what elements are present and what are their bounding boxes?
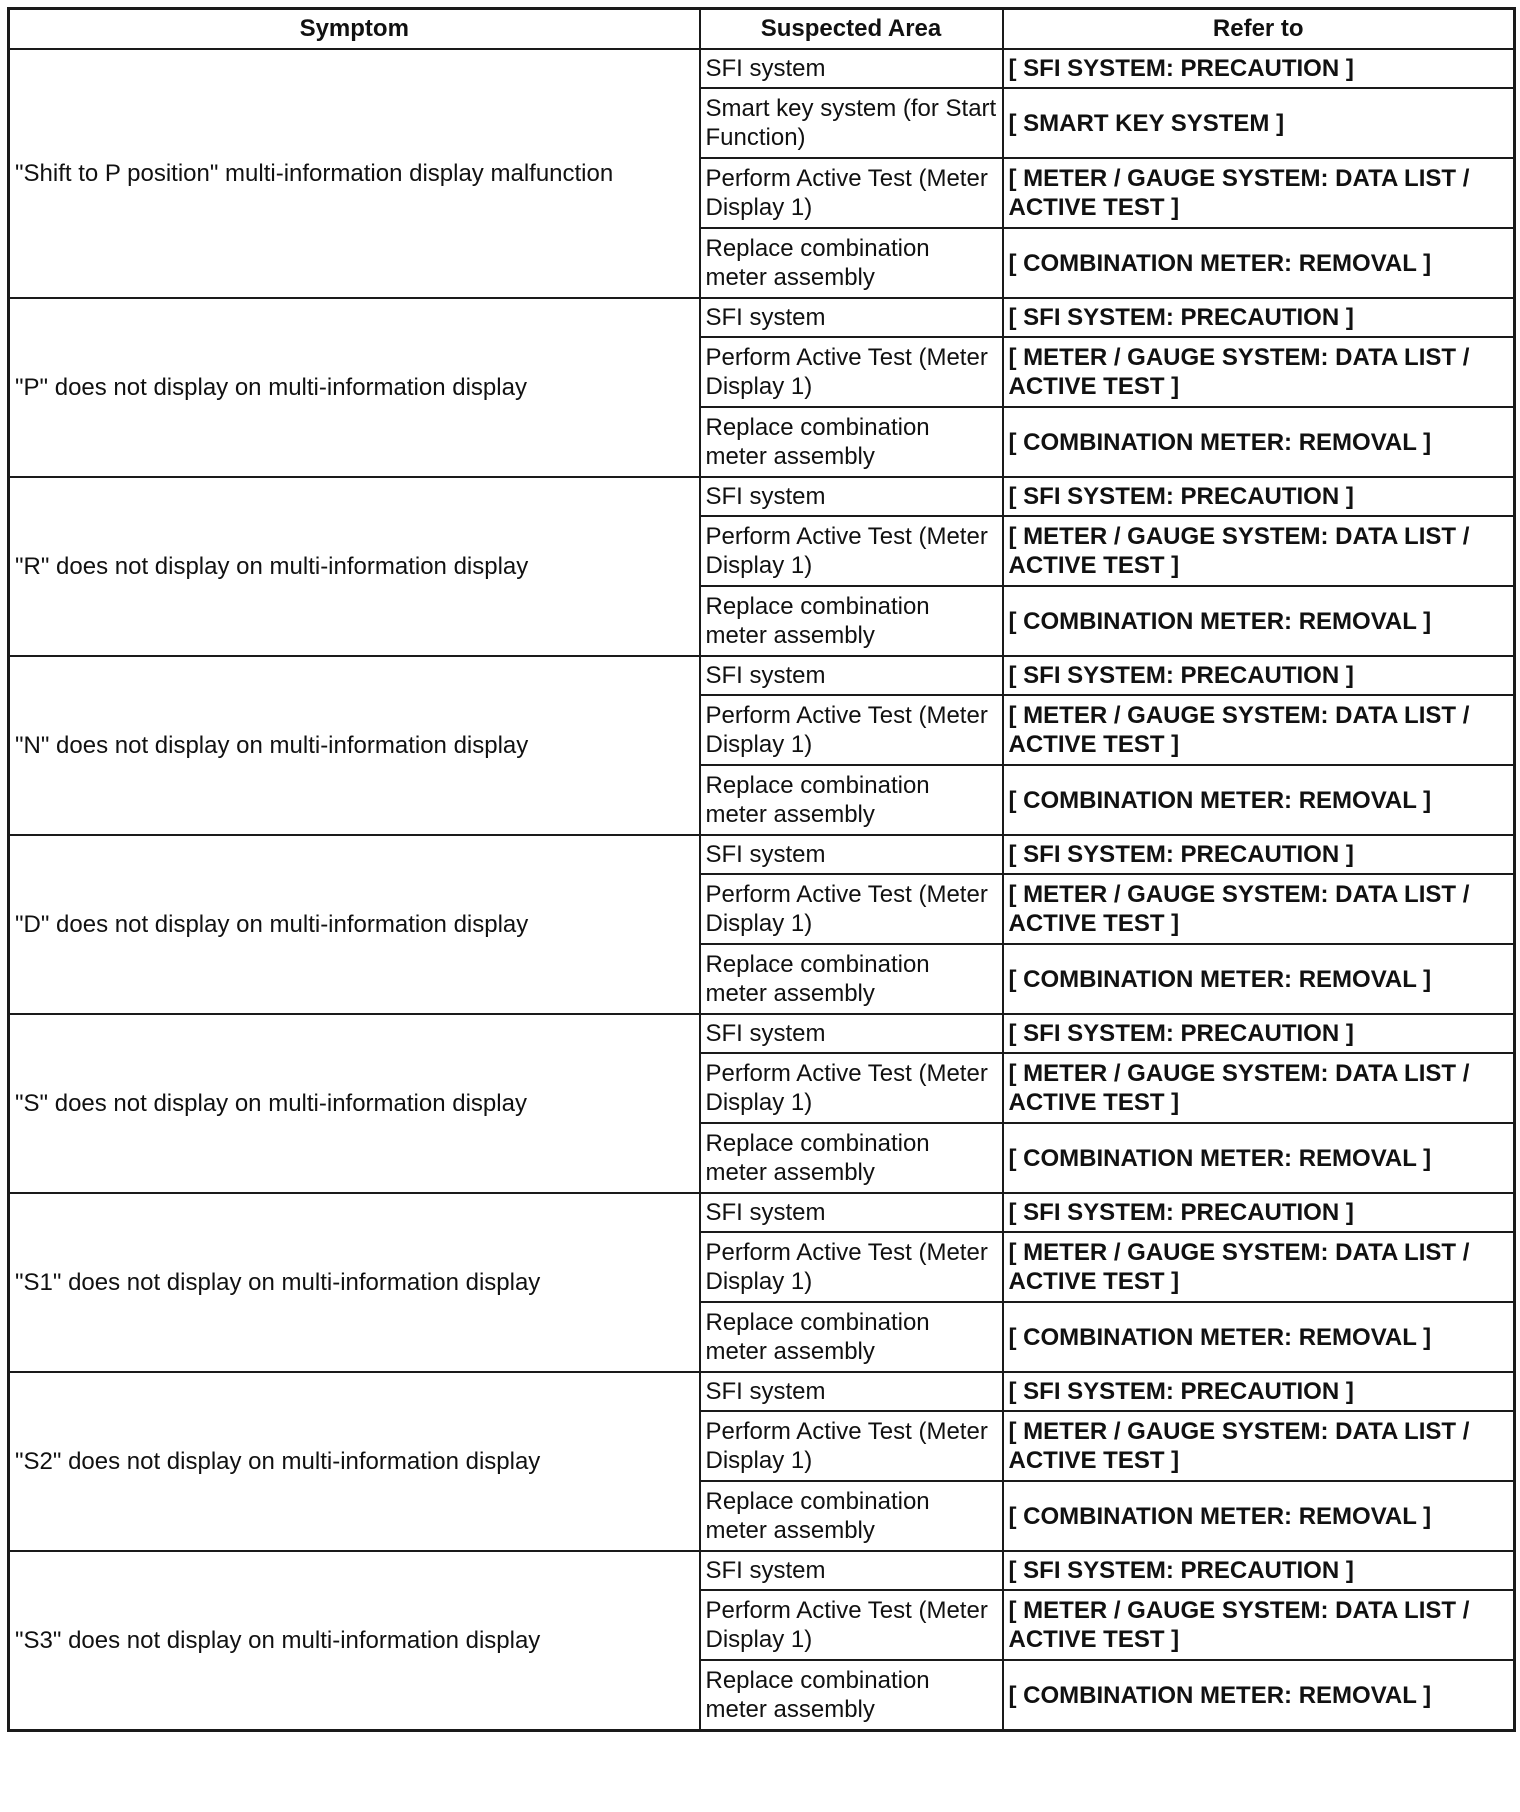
symptom-cell: "D" does not display on multi-information display (9, 835, 700, 1014)
refer-to-link[interactable]: [ COMBINATION METER: REMOVAL ] (1003, 1481, 1515, 1551)
suspected-area-cell: Replace combination meter assembly (700, 1302, 1003, 1372)
symptom-cell: "R" does not display on multi-information display (9, 477, 700, 656)
table-header-row (9, 9, 1515, 50)
diagnostic-table-container (7, 7, 1516, 1732)
symptom-cell: "P" does not display on multi-information display (9, 298, 700, 477)
refer-to-link[interactable]: [ SFI SYSTEM: PRECAUTION ] (1003, 298, 1515, 337)
refer-to-link[interactable]: [ COMBINATION METER: REMOVAL ] (1003, 586, 1515, 656)
suspected-area-cell: Perform Active Test (Meter Display 1) (700, 874, 1003, 944)
symptom-cell: "S3" does not display on multi-information display (9, 1551, 700, 1731)
table-row (9, 1193, 1515, 1232)
refer-to-link[interactable]: [ METER / GAUGE SYSTEM: DATA LIST / ACTIVE TEST ] (1003, 516, 1515, 586)
refer-to-link[interactable]: [ SFI SYSTEM: PRECAUTION ] (1003, 49, 1515, 88)
suspected-area-cell: Perform Active Test (Meter Display 1) (700, 1590, 1003, 1660)
refer-to-link[interactable]: [ COMBINATION METER: REMOVAL ] (1003, 944, 1515, 1014)
refer-to-link[interactable]: [ METER / GAUGE SYSTEM: DATA LIST / ACTIVE TEST ] (1003, 1232, 1515, 1302)
suspected-area-cell: SFI system (700, 656, 1003, 695)
suspected-area-cell: Replace combination meter assembly (700, 586, 1003, 656)
refer-to-link[interactable]: [ COMBINATION METER: REMOVAL ] (1003, 765, 1515, 835)
refer-to-link[interactable]: [ SMART KEY SYSTEM ] (1003, 88, 1515, 158)
table-row (9, 49, 1515, 88)
suspected-area-cell: Replace combination meter assembly (700, 1660, 1003, 1731)
suspected-area-cell: SFI system (700, 1372, 1003, 1411)
suspected-area-cell: Smart key system (for Start Function) (700, 88, 1003, 158)
suspected-area-cell: SFI system (700, 1551, 1003, 1590)
suspected-area-cell: Replace combination meter assembly (700, 1481, 1003, 1551)
refer-to-link[interactable]: [ METER / GAUGE SYSTEM: DATA LIST / ACTIVE TEST ] (1003, 874, 1515, 944)
refer-to-link[interactable]: [ COMBINATION METER: REMOVAL ] (1003, 1302, 1515, 1372)
table-row (9, 298, 1515, 337)
suspected-area-cell: Perform Active Test (Meter Display 1) (700, 1053, 1003, 1123)
suspected-area-cell: Replace combination meter assembly (700, 765, 1003, 835)
suspected-area-cell: SFI system (700, 1014, 1003, 1053)
refer-to-link[interactable]: [ SFI SYSTEM: PRECAUTION ] (1003, 1551, 1515, 1590)
refer-to-link[interactable]: [ METER / GAUGE SYSTEM: DATA LIST / ACTIVE TEST ] (1003, 695, 1515, 765)
suspected-area-cell: Perform Active Test (Meter Display 1) (700, 1411, 1003, 1481)
symptom-cell: "S1" does not display on multi-information display (9, 1193, 700, 1372)
table-row (9, 477, 1515, 516)
table-row (9, 1014, 1515, 1053)
suspected-area-cell: Perform Active Test (Meter Display 1) (700, 695, 1003, 765)
suspected-area-cell: Replace combination meter assembly (700, 1123, 1003, 1193)
header-symptom: Symptom (9, 9, 700, 50)
suspected-area-cell: SFI system (700, 49, 1003, 88)
symptom-cell: "N" does not display on multi-information display (9, 656, 700, 835)
refer-to-link[interactable]: [ METER / GAUGE SYSTEM: DATA LIST / ACTIVE TEST ] (1003, 158, 1515, 228)
suspected-area-cell: Replace combination meter assembly (700, 407, 1003, 477)
table-row (9, 1551, 1515, 1590)
refer-to-link[interactable]: [ METER / GAUGE SYSTEM: DATA LIST / ACTIVE TEST ] (1003, 337, 1515, 407)
refer-to-link[interactable]: [ COMBINATION METER: REMOVAL ] (1003, 1660, 1515, 1731)
refer-to-link[interactable]: [ SFI SYSTEM: PRECAUTION ] (1003, 1372, 1515, 1411)
header-suspected-area: Suspected Area (700, 9, 1003, 50)
refer-to-link[interactable]: [ SFI SYSTEM: PRECAUTION ] (1003, 1193, 1515, 1232)
suspected-area-cell: SFI system (700, 1193, 1003, 1232)
suspected-area-cell: Perform Active Test (Meter Display 1) (700, 158, 1003, 228)
refer-to-link[interactable]: [ SFI SYSTEM: PRECAUTION ] (1003, 477, 1515, 516)
suspected-area-cell: Perform Active Test (Meter Display 1) (700, 516, 1003, 586)
suspected-area-cell: Perform Active Test (Meter Display 1) (700, 337, 1003, 407)
refer-to-link[interactable]: [ COMBINATION METER: REMOVAL ] (1003, 1123, 1515, 1193)
refer-to-link[interactable]: [ METER / GAUGE SYSTEM: DATA LIST / ACTIVE TEST ] (1003, 1053, 1515, 1123)
suspected-area-cell: SFI system (700, 835, 1003, 874)
refer-to-link[interactable]: [ SFI SYSTEM: PRECAUTION ] (1003, 656, 1515, 695)
header-refer-to: Refer to (1003, 9, 1515, 50)
refer-to-link[interactable]: [ COMBINATION METER: REMOVAL ] (1003, 407, 1515, 477)
table-body (9, 49, 1515, 1731)
symptom-cell: "S2" does not display on multi-information display (9, 1372, 700, 1551)
refer-to-link[interactable]: [ SFI SYSTEM: PRECAUTION ] (1003, 835, 1515, 874)
refer-to-link[interactable]: [ SFI SYSTEM: PRECAUTION ] (1003, 1014, 1515, 1053)
suspected-area-cell: Replace combination meter assembly (700, 944, 1003, 1014)
suspected-area-cell: SFI system (700, 298, 1003, 337)
symptom-table (7, 7, 1516, 1732)
refer-to-link[interactable]: [ METER / GAUGE SYSTEM: DATA LIST / ACTIVE TEST ] (1003, 1590, 1515, 1660)
suspected-area-cell: SFI system (700, 477, 1003, 516)
table-row (9, 835, 1515, 874)
refer-to-link[interactable]: [ METER / GAUGE SYSTEM: DATA LIST / ACTIVE TEST ] (1003, 1411, 1515, 1481)
symptom-cell: "Shift to P position" multi-information display malfunction (9, 49, 700, 298)
table-row (9, 1372, 1515, 1411)
suspected-area-cell: Perform Active Test (Meter Display 1) (700, 1232, 1003, 1302)
refer-to-link[interactable]: [ COMBINATION METER: REMOVAL ] (1003, 228, 1515, 298)
table-row (9, 656, 1515, 695)
suspected-area-cell: Replace combination meter assembly (700, 228, 1003, 298)
symptom-cell: "S" does not display on multi-information display (9, 1014, 700, 1193)
